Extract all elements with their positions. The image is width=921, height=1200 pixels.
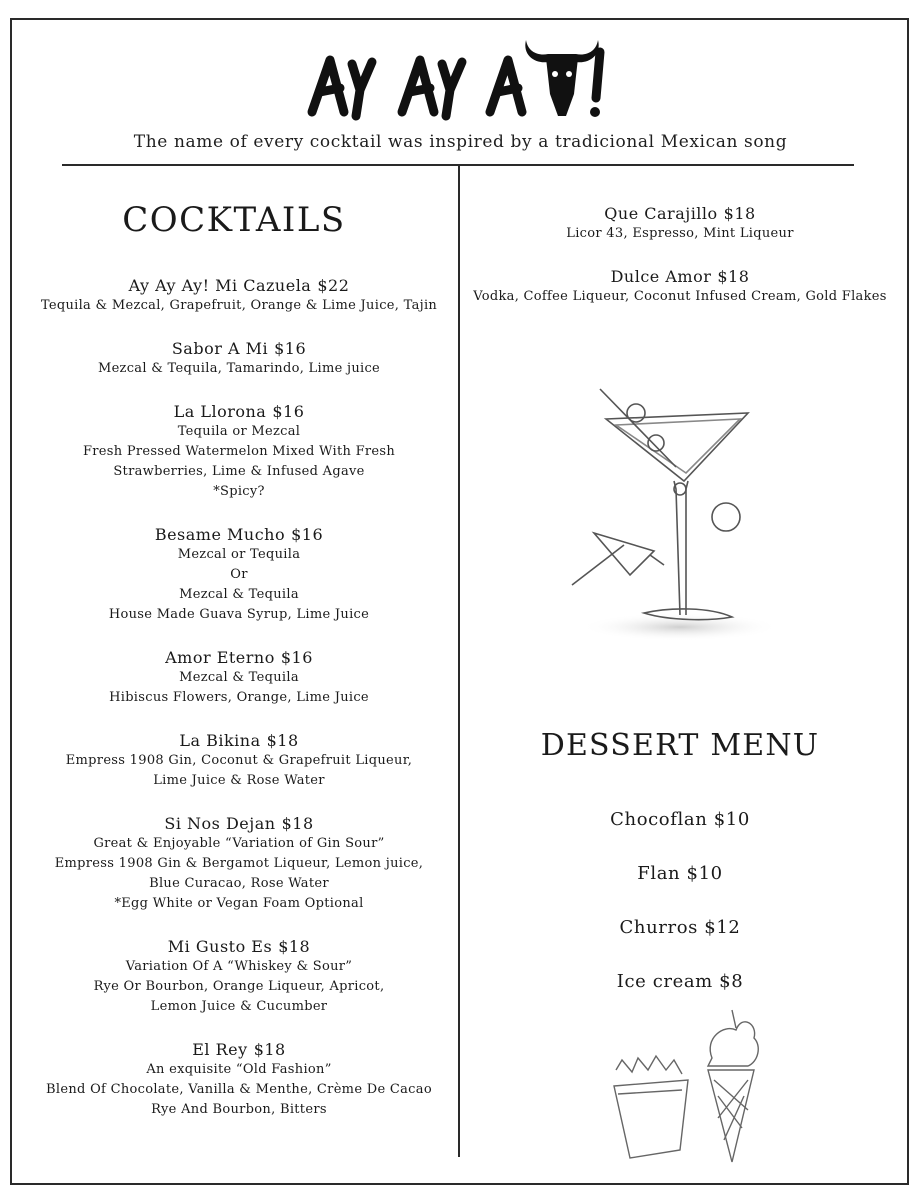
bull-skull-icon	[525, 40, 598, 116]
menu-item-description: Empress 1908 Gin, Coconut & Grapefruit Liqueur,	[65, 753, 413, 768]
menu-item-title	[24, 525, 454, 545]
menu-item	[24, 814, 454, 914]
menu-item-description: Empress 1908 Gin & Bergamot Liqueur, Lemon juice,	[54, 856, 424, 871]
menu-item-name: El Rey	[192, 1040, 248, 1059]
menu-item-title	[24, 648, 454, 668]
menu-item-name: La Llorona	[173, 402, 267, 421]
menu-item-description: *Egg White or Vegan Foam Optional	[114, 896, 364, 911]
menu-item-description: House Made Guava Syrup, Lime Juice	[108, 607, 370, 622]
dessert-item: Churros $12	[619, 917, 741, 938]
menu-item-description: Mezcal or Tequila	[177, 547, 301, 562]
menu-item-name: La Bikina	[179, 731, 261, 750]
menu-item	[24, 276, 454, 316]
martini-glass-illustration	[560, 385, 790, 645]
menu-item	[462, 204, 898, 244]
menu-item-description: Fresh Pressed Watermelon Mixed With Fresh	[82, 444, 396, 459]
menu-item-price: $18	[281, 814, 314, 833]
menu-item-description: Vodka, Coffee Liqueur, Coconut Infused Cream, Gold Flakes	[473, 289, 887, 304]
dessert-item: Flan $10	[637, 863, 723, 884]
cocktail-list	[24, 276, 454, 1120]
menu-item-description: Blend Of Chocolate, Vanilla & Menthe, Crème De Cacao	[46, 1082, 432, 1097]
menu-item-price: $16	[272, 402, 305, 421]
menu-item-name: Amor Eterno	[165, 648, 275, 667]
menu-item-description: Mezcal & Tequila, Tamarindo, Lime juice	[97, 361, 381, 376]
menu-item-title	[24, 731, 454, 751]
menu-item	[24, 1040, 454, 1120]
menu-item-title	[24, 402, 454, 422]
menu-item-name: Que Carajillo	[604, 204, 718, 223]
menu-item-description: An exquisite “Old Fashion”	[146, 1062, 332, 1077]
menu-item	[24, 339, 454, 379]
churros-and-ice-cream-illustration	[608, 1000, 768, 1168]
menu-item-price: $18	[717, 267, 750, 286]
menu-item-description: Lime Juice & Rose Water	[153, 773, 325, 788]
menu-item-description: Hibiscus Flowers, Orange, Lime Juice	[109, 690, 369, 705]
menu-item	[24, 937, 454, 1017]
dessert-section	[462, 728, 898, 994]
menu-item-description: Mezcal & Tequila	[179, 587, 299, 602]
dessert-list	[462, 808, 898, 994]
menu-item-description: Mezcal & Tequila	[179, 670, 299, 685]
menu-item-description: Strawberries, Lime & Infused Agave	[113, 464, 365, 479]
menu-item-title	[24, 276, 454, 296]
menu-item-price: $16	[291, 525, 324, 544]
cocktails-column	[24, 200, 454, 1120]
cocktails-heading: COCKTAILS	[122, 200, 346, 240]
menu-item-price: $18	[253, 1040, 286, 1059]
menu-item-name: Dulce Amor	[610, 267, 712, 286]
menu-item-title	[24, 339, 454, 359]
logo-wordmark	[300, 30, 620, 125]
menu-item	[462, 267, 898, 307]
menu-item-name: Si Nos Dejan	[164, 814, 276, 833]
menu-item-name: Sabor A Mi	[171, 339, 269, 358]
menu-item-description: Rye And Bourbon, Bitters	[151, 1102, 327, 1117]
menu-item-price: $18	[278, 937, 311, 956]
menu-item-description: Licor 43, Espresso, Mint Liqueur	[566, 226, 794, 241]
menu-item-name: Mi Gusto Es	[167, 937, 273, 956]
vertical-divider	[458, 165, 460, 1157]
menu-item-price: $22	[317, 276, 350, 295]
menu-item-title	[24, 1040, 454, 1060]
dessert-heading: DESSERT MENU	[540, 728, 820, 763]
menu-item-description: Rye Or Bourbon, Orange Liqueur, Apricot,	[93, 979, 385, 994]
menu-item-price: $18	[266, 731, 299, 750]
menu-item-description: Variation Of A “Whiskey & Sour”	[125, 959, 353, 974]
menu-item-name: Ay Ay Ay! Mi Cazuela	[128, 276, 312, 295]
menu-item-description: Or	[230, 567, 248, 582]
menu-item-name: Besame Mucho	[154, 525, 286, 544]
menu-item-description: Great & Enjoyable “Variation of Gin Sour”	[93, 836, 385, 851]
cocktail-list-continued	[462, 204, 898, 307]
right-column	[462, 200, 898, 307]
menu-item-title	[24, 814, 454, 834]
menu-item-description: *Spicy?	[213, 484, 265, 499]
menu-item	[24, 731, 454, 791]
menu-item	[24, 402, 454, 502]
menu-item-description: Tequila & Mezcal, Grapefruit, Orange & Lime Juice, Tajin	[40, 298, 438, 313]
menu-item-description: Tequila or Mezcal	[177, 424, 301, 439]
menu-item	[24, 648, 454, 708]
menu-item-title	[462, 204, 898, 224]
menu-item-description: Blue Curacao, Rose Water	[149, 876, 329, 891]
menu-item-title	[24, 937, 454, 957]
menu-item	[24, 525, 454, 625]
menu-item-description: Lemon Juice & Cucumber	[150, 999, 328, 1014]
dessert-item: Ice cream $8	[616, 971, 744, 992]
logo	[300, 30, 620, 125]
menu-item-price: $16	[280, 648, 313, 667]
tagline: The name of every cocktail was inspired by a tradicional Mexican song	[133, 132, 788, 152]
dessert-item: Chocoflan $10	[610, 809, 750, 830]
menu-item-title	[462, 267, 898, 287]
menu-item-price: $16	[274, 339, 307, 358]
menu-item-price: $18	[723, 204, 756, 223]
